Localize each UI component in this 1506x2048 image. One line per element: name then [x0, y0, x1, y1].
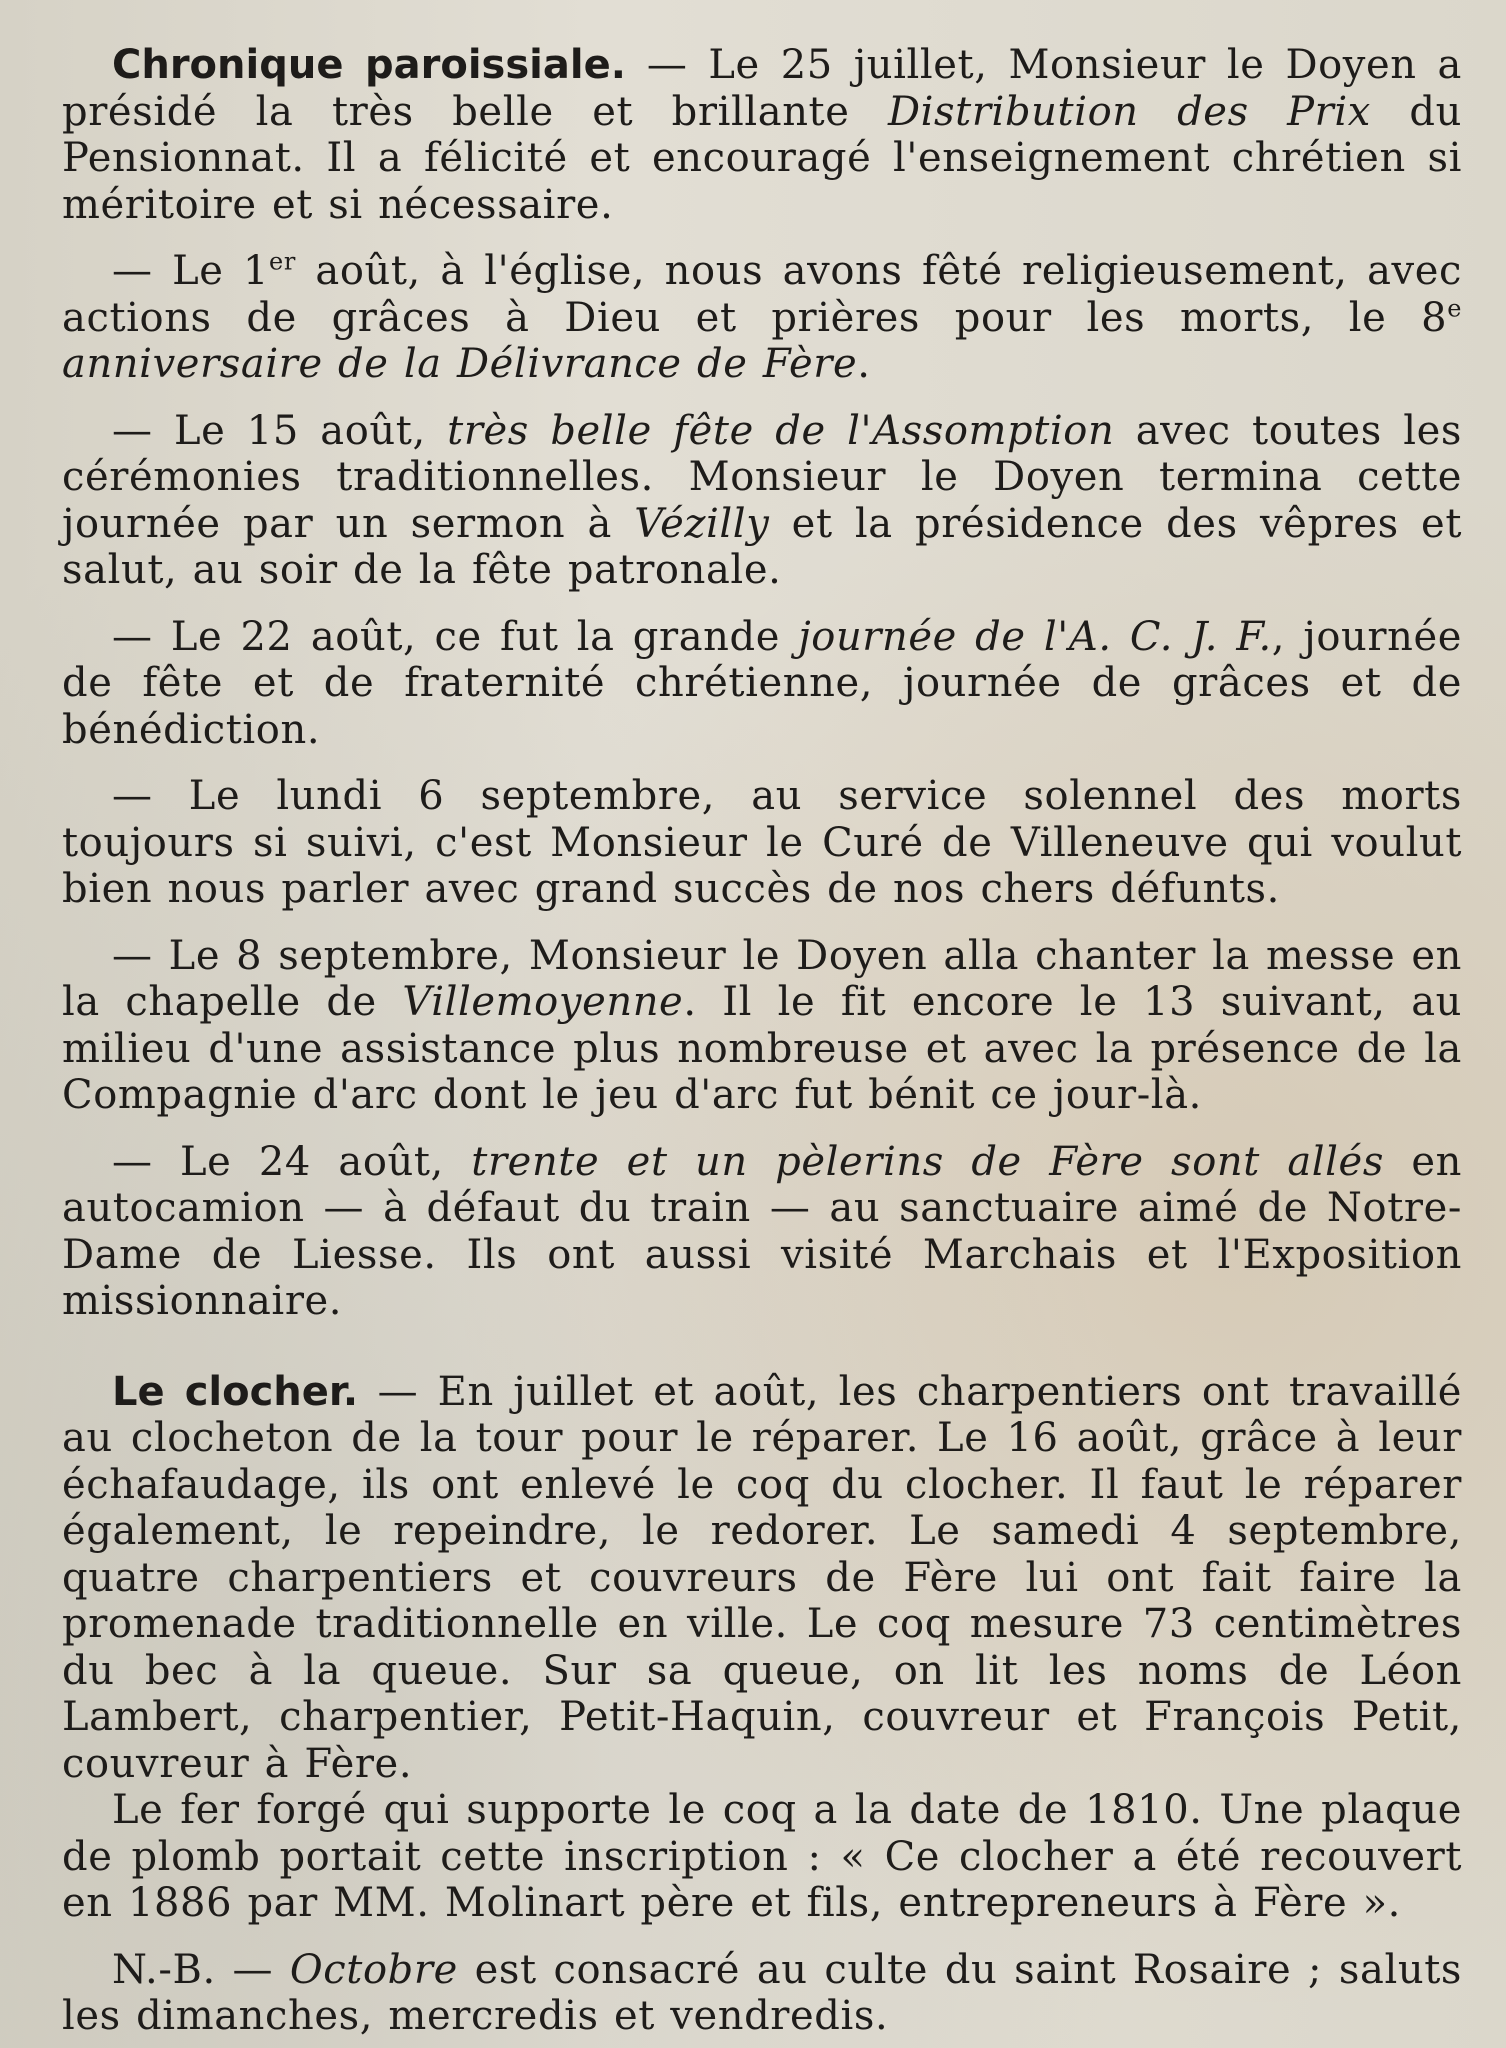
- text-run: — Le 24 août,: [112, 1138, 472, 1185]
- heading-dash: —: [358, 1368, 438, 1415]
- text-run: , journée de fête et de fraternité chrétienne, journée de grâces et de bénédiction.: [62, 613, 1462, 753]
- text-run: .: [857, 341, 871, 387]
- text-run: août, à l'église, nous avons fêté religieusement, avec actions de grâces à Dieu et prières pour les morts, le 8: [62, 248, 1463, 341]
- text-run: en autocamion — à défaut du train — au sanctuaire aimé de Notre-Dame de Liesse. Ils ont aussi visité Marchais et l'Exposition missionnaire.: [62, 1138, 1463, 1324]
- paragraph-clocher: [62, 1369, 1462, 1788]
- paragraph-24-aout: [62, 1139, 1462, 1325]
- text-run: — Le 22 août, ce fut la grande: [112, 613, 799, 660]
- paragraph-22-aout: [62, 614, 1462, 754]
- text-run: est consacré au culte du saint Rosaire ; saluts les dimanches, mercredis et vendredis.: [62, 1946, 1462, 2039]
- paragraph-1er-aout: [62, 248, 1462, 388]
- text-run: et la présidence des vêpres et salut, au soir de la fête patronale.: [62, 500, 1462, 593]
- text-run: N.-B. —: [112, 1946, 290, 1993]
- text-run: avec toutes les cérémonies traditionnelles. Monsieur le Doyen termina cette journée par un sermon à: [62, 407, 1463, 547]
- italic-run: anniversaire de la Délivrance de Fère: [62, 341, 858, 387]
- section-heading-chronique: Chronique paroissiale.: [112, 42, 626, 88]
- paragraph-15-aout: [62, 408, 1462, 594]
- text-run: du Pensionnat. Il a félicité et encouragé l'enseignement chrétien si méritoire et si nécessaire.: [62, 88, 1462, 228]
- text-run: — Le 15 août,: [112, 407, 448, 454]
- italic-run: Villemoyenne: [402, 979, 684, 1025]
- text-run: — Le 1: [112, 248, 270, 294]
- superscript: e: [1447, 294, 1462, 323]
- text-run: En juillet et août, les charpentiers ont travaillé au clocheton de la tour pour le réparer. Le 16 août, grâce à leur échafaudage, ils ont enlevé le coq du clocher. Il faut le réparer également, le repeindre, le redorer. Le samedi 4 septembre, quatre charpentiers et couvreurs de Fère lui ont fait faire la promenade traditionnelle en ville. Le coq mesure 73 centimètres du bec à la queue. Sur sa queue, on lit les noms de Léon Lambert, charpentier, Petit-Haquin, couvreur et François Petit, couvreur à Fère.: [62, 1368, 1462, 1787]
- paragraph-6-septembre: — Le lundi 6 septembre, au service solennel des morts toujours si suivi, c'est Monsieur le Curé de Villeneuve qui voulut bien nous parler avec grand succès de nos chers défunts.: [62, 773, 1462, 912]
- paragraph-fer-forge: Le fer forgé qui supporte le coq a la date de 1810. Une plaque de plomb portait cette inscription : « Ce clocher a été recouvert en 1886 par MM. Molinart père et fils, entrepreneurs à Fère ».: [62, 1787, 1462, 1926]
- italic-run: journée de l'A. C. J. F.: [798, 613, 1272, 660]
- text-run: — Le 8 septembre, Monsieur le Doyen alla chanter la messe en la chapelle de: [62, 932, 1462, 1025]
- paragraph-8-septembre: [62, 933, 1462, 1119]
- superscript: er: [269, 247, 296, 276]
- italic-run: très belle fête de l'Assomption: [447, 407, 1115, 454]
- text-run: Le 25 juillet, Monsieur le Doyen a présidé la très belle et brillante: [62, 42, 1463, 135]
- paragraph-chronique: [62, 42, 1462, 228]
- text-run: . Il le fit encore le 13 suivant, au milieu d'une assistance plus nombreuse et avec la présence de la Compagnie d'arc dont le jeu d'arc fut bénit ce jour-là.: [62, 979, 1463, 1118]
- paragraph-nb: [62, 1947, 1462, 2040]
- italic-run: Vézilly: [634, 500, 770, 547]
- italic-run: trente et un pèlerins de Fère sont allés: [471, 1138, 1384, 1185]
- italic-run: Distribution des Prix: [887, 88, 1371, 135]
- heading-dash: —: [625, 42, 709, 88]
- section-heading-clocher: Le clocher.: [112, 1368, 359, 1415]
- italic-run: Octobre: [289, 1946, 458, 1993]
- document-page: [62, 42, 1463, 2039]
